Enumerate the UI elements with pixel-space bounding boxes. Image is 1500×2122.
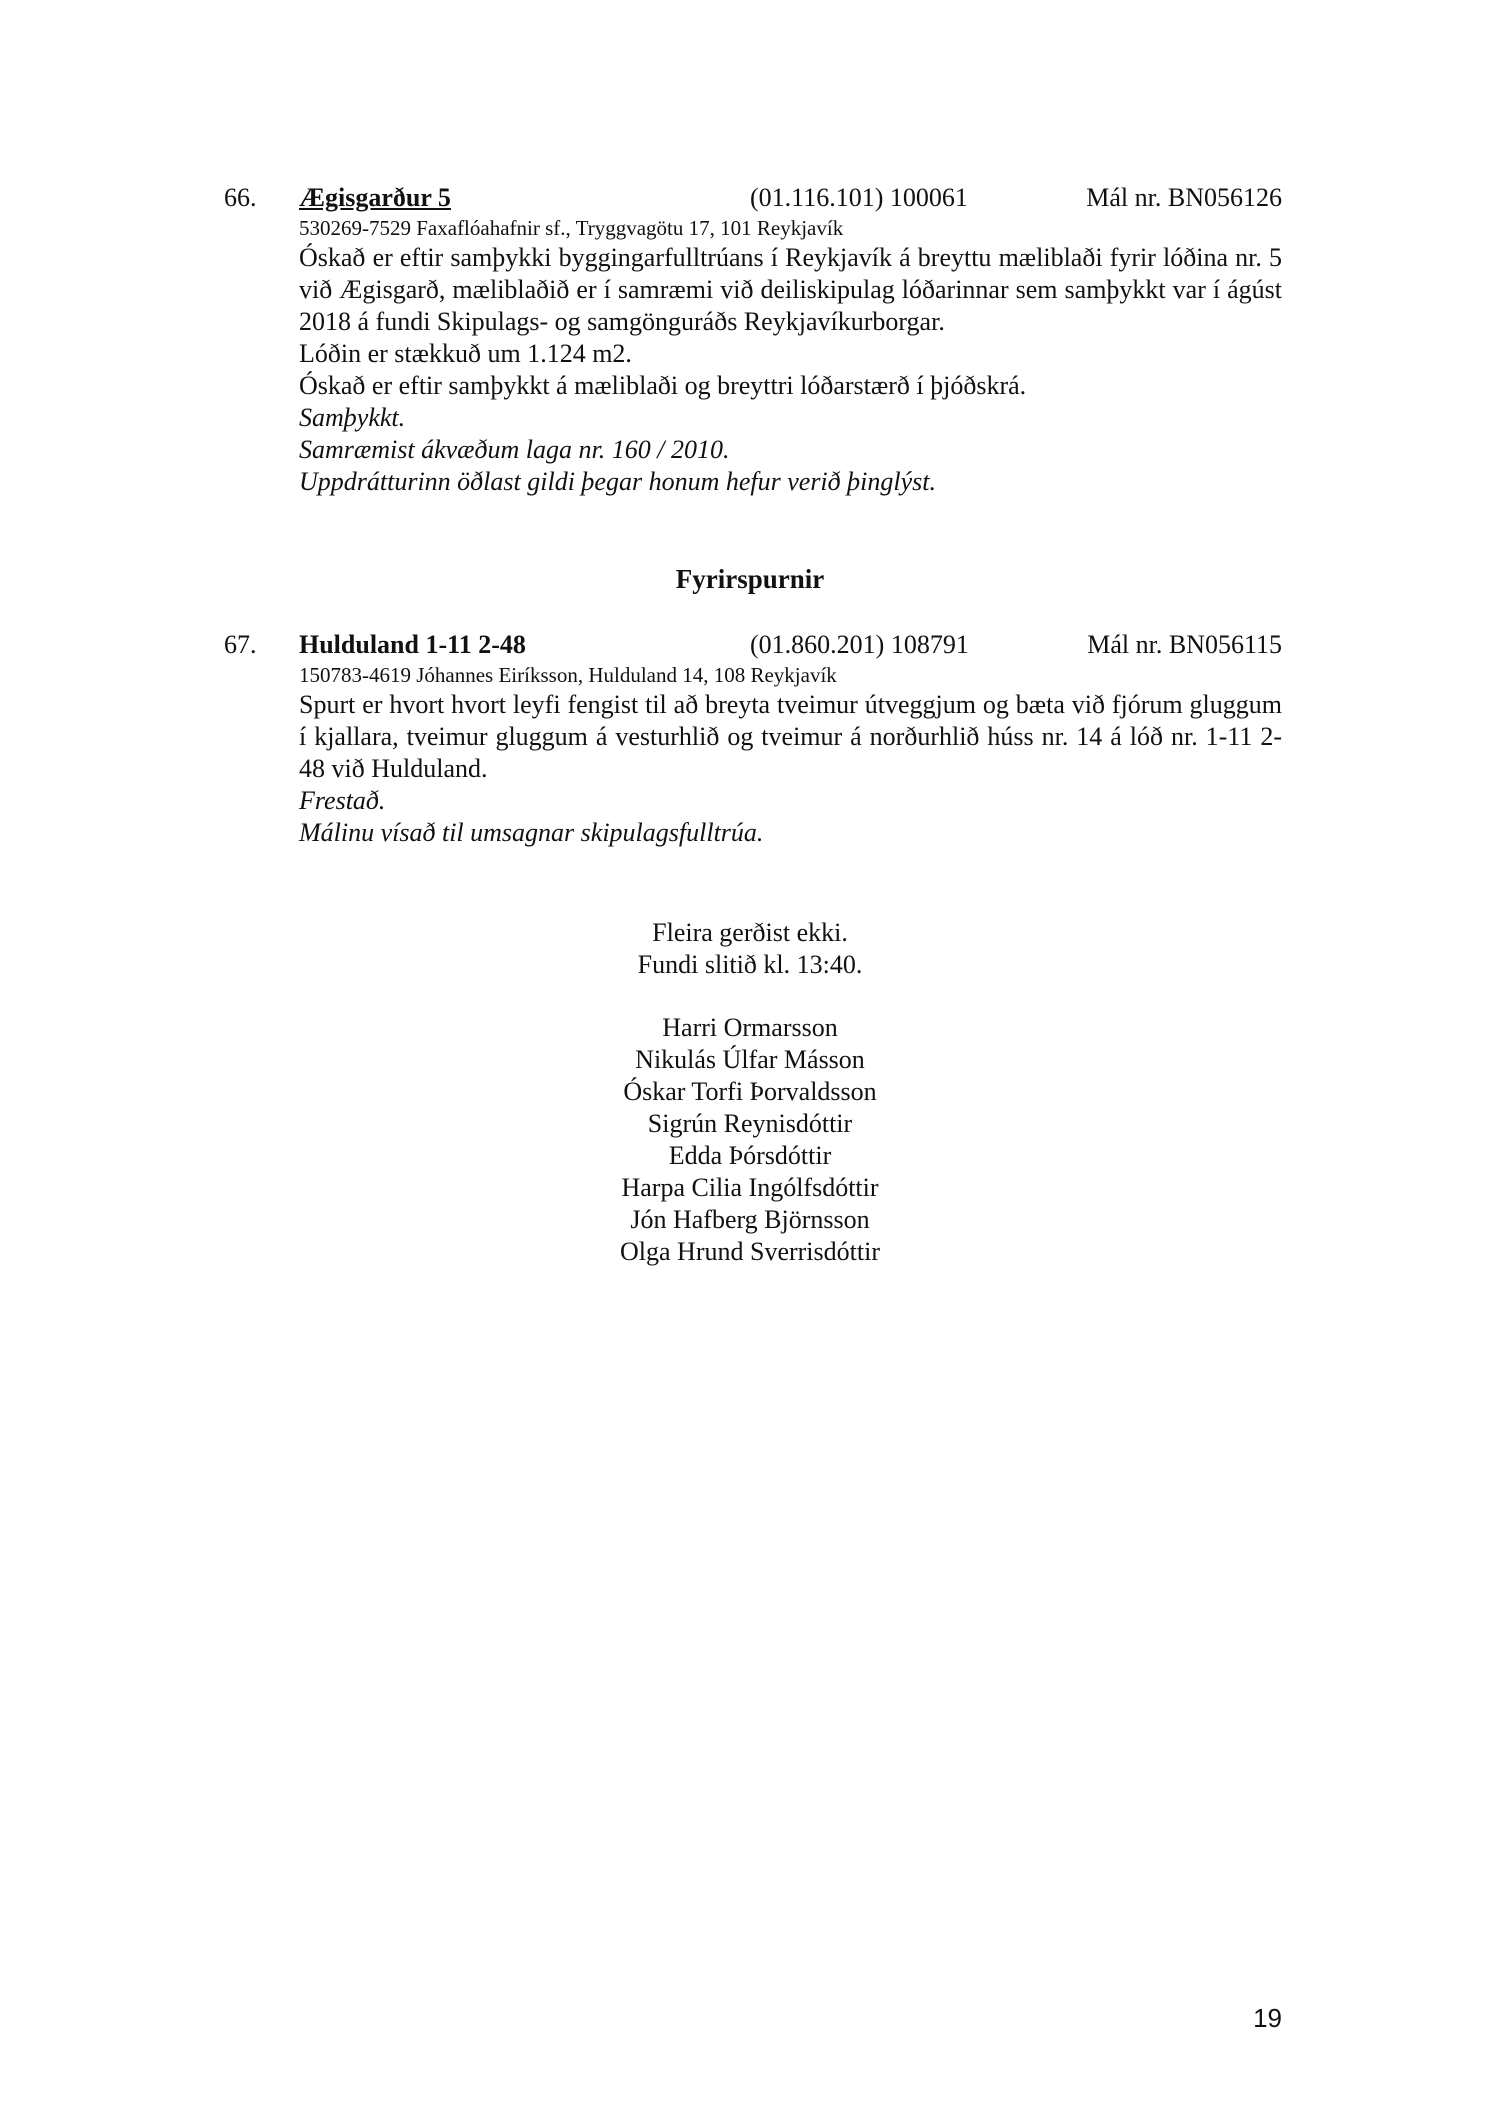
decision-line: Samþykkt. [299, 403, 406, 432]
case-item-body [299, 662, 1282, 849]
attendee-name: Harri Ormarsson [662, 1013, 838, 1042]
closing-line: Fundi slitið kl. 13:40. [637, 950, 863, 979]
attendee-name: Edda Þórsdóttir [668, 1141, 832, 1170]
attendee-name: Jón Hafberg Björnsson [630, 1205, 870, 1234]
item-title: Hulduland 1-11 2-48 [299, 630, 526, 659]
decision-line: Frestað. [299, 786, 386, 815]
item-title: Ægisgarður 5 [299, 183, 451, 212]
decision-line: Samræmist ákvæðum laga nr. 160 / 2010. [299, 435, 730, 464]
case-item-67 [224, 628, 1282, 849]
item-reference: (01.860.201) 108791 [750, 630, 969, 659]
section-heading: Fyrirspurnir [675, 564, 825, 594]
attendee-name: Harpa Cilia Ingólfsdóttir [621, 1173, 879, 1202]
case-item-66 [224, 181, 1282, 498]
case-line: Lóðin er stækkuð um 1.124 m2. [299, 339, 632, 368]
attendee-list [0, 1012, 1500, 1268]
decision-line: Málinu vísað til umsagnar skipulagsfulltrúa. [299, 818, 764, 847]
case-number: Mál nr. BN056126 [1086, 183, 1282, 212]
item-reference: (01.116.101) 100061 [750, 183, 968, 212]
applicant-line: 530269-7529 Faxaflóahafnir sf., Tryggvagötu 17, 101 Reykjavík [299, 216, 844, 240]
case-line: Óskað er eftir samþykkt á mæliblaði og breyttri lóðarstærð í þjóðskrá. [299, 371, 1027, 400]
attendee-name: Sigrún Reynisdóttir [647, 1109, 853, 1138]
case-number: Mál nr. BN056115 [1087, 630, 1282, 659]
attendee-name: Nikulás Úlfar Másson [635, 1045, 865, 1074]
case-item-header [224, 628, 1282, 662]
closing-line: Fleira gerðist ekki. [652, 918, 848, 947]
attendee-name: Olga Hrund Sverrisdóttir [620, 1237, 880, 1266]
decision-line: Uppdrátturinn öðlast gildi þegar honum hefur verið þinglýst. [299, 467, 936, 496]
item-number: 67. [224, 630, 257, 659]
case-description: Óskað er eftir samþykki byggingarfulltrúans í Reykjavík á breyttu mæliblaði fyrir lóðina nr. 5 við Ægisgarð, mæliblaðið er í samræmi við deiliskipulag lóðarinnar sem samþykkt var í ágúst 2018 á fundi Skipulags- og samgönguráðs Reykjavíkurborgar. [299, 243, 1282, 336]
page-number: 19 [1253, 2003, 1282, 2033]
applicant-line: 150783-4619 Jóhannes Eiríksson, Hulduland 14, 108 Reykjavík [299, 663, 837, 687]
case-description: Spurt er hvort hvort leyfi fengist til að breyta tveimur útveggjum og bæta við fjórum gluggum í kjallara, tveimur gluggum á vesturhlið og tveimur á norðurhlið húss nr. 14 á lóð nr. 1-11 2-48 við Hulduland. [299, 690, 1282, 783]
meeting-closing [0, 917, 1500, 981]
item-number: 66. [224, 183, 257, 212]
case-item-header [224, 181, 1282, 215]
attendee-name: Óskar Torfi Þorvaldsson [623, 1077, 877, 1106]
case-item-body [299, 215, 1282, 498]
